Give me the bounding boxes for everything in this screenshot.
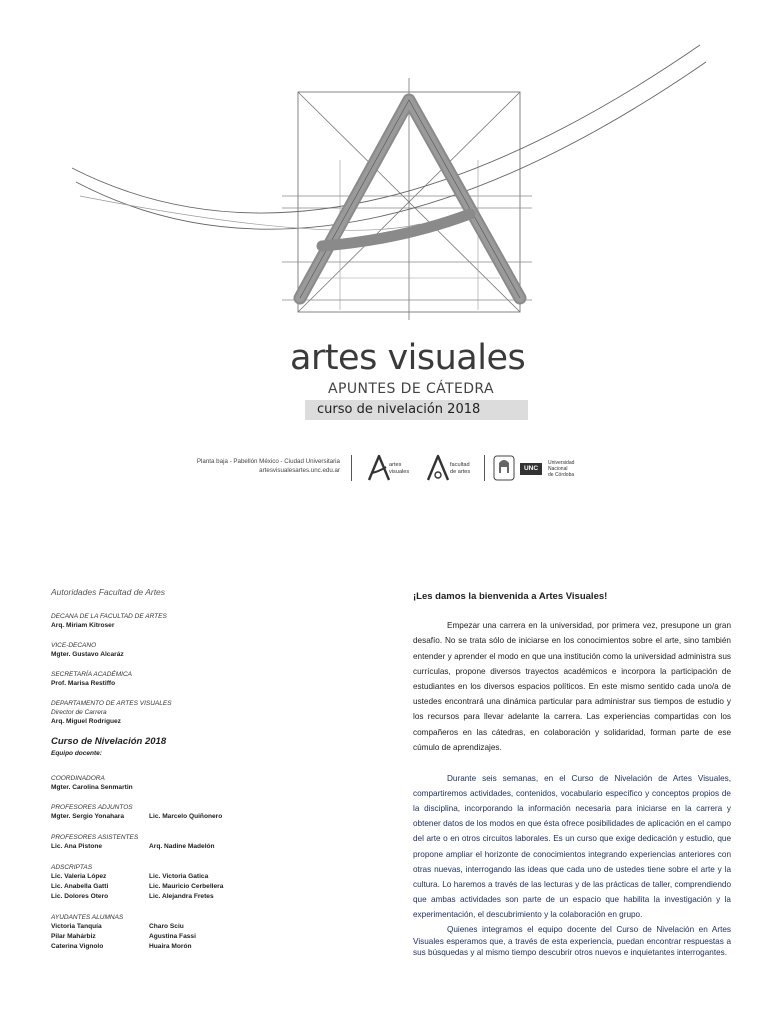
person-name: Lic. Dolores Otero bbox=[51, 893, 109, 900]
name-row bbox=[51, 872, 261, 882]
person-name: Lic. Alejandra Fretes bbox=[149, 893, 214, 900]
role-label: VICE-DECANO bbox=[51, 642, 97, 649]
facultad-de-artes-logo-icon bbox=[425, 453, 451, 483]
logo-line: de Córdoba bbox=[548, 471, 575, 478]
welcome-paragraph: Durante seis semanas, en el Curso de Nivelación de Artes Visuales, compartiremos actividades, contenidos, vocabulario específico y conceptos propios de la disciplina, incorporando la información necesaria para iniciarse en la carrera y obtener datos de los modos en que ésta ofrece posibilidades de aplicación en el campo del arte o en otros circuitos laborales. Es un curso que exige dedicación y estudio, que propone ampliar el horizonte de conocimientos integrando experiencias anteriores con otras nuevas, interrogando las ideas que cada uno de ustedes tiene sobre el arte y la cultura. Lo haremos a través de las lecturas y de las prácticas de taller, comprendiendo que ambas actividades son parte de un espacio que habilita la investigación y la experimentación, el descubrimiento y la colaboración en grupo. bbox=[413, 774, 731, 919]
adscriptas-group bbox=[51, 863, 261, 902]
subrole-label: Director de Carrera bbox=[51, 709, 107, 716]
person-name: Arq. Nadine Madelón bbox=[149, 843, 215, 850]
team-label: Equipo docente: bbox=[51, 750, 102, 757]
person-name: Pilar Mahárbiz bbox=[51, 933, 96, 940]
role-label: COORDINADORA bbox=[51, 775, 105, 782]
coordinator-group bbox=[51, 774, 261, 792]
person-name: Arq. Miriam Kitroser bbox=[51, 622, 115, 629]
course-banner: curso de nivelación 2018 bbox=[305, 400, 528, 420]
person-name: Caterina Vignolo bbox=[51, 943, 104, 950]
role-label: AYUDANTES ALUMNAS bbox=[51, 914, 124, 921]
welcome-paragraph: Quienes integramos el equipo docente del Curso de Nivelación en Artes Visuales esperamos que, a través de esta experiencia, puedan encontrar respuestas a sus búsquedas y al mismo tiempo descubrir otros nuevos e inquietantes interrogantes. bbox=[413, 924, 731, 958]
authority-department bbox=[51, 699, 261, 726]
person-name: Mgter. Gustavo Alcaráz bbox=[51, 651, 124, 658]
name-row bbox=[51, 942, 261, 952]
person-name: Mgter. Sergio Yonahara bbox=[51, 813, 125, 820]
person-name: Charo Sciu bbox=[149, 923, 184, 930]
address bbox=[197, 458, 340, 475]
logo-line: Nacional bbox=[548, 465, 568, 472]
role-label: PROFESORES ADJUNTOS bbox=[51, 804, 133, 811]
welcome-column bbox=[413, 589, 731, 959]
person-name: Lic. Valeria López bbox=[51, 873, 107, 880]
person-name: Victoria Tanquía bbox=[51, 923, 102, 930]
institutional-footer bbox=[190, 453, 590, 487]
person-name: Lic. Marcelo Quiñonero bbox=[149, 813, 223, 820]
name-row bbox=[51, 932, 261, 942]
address-line: Planta baja - Pabellón México - Ciudad Universitaria bbox=[196, 458, 340, 465]
person-name: Arq. Miguel Rodríguez bbox=[51, 718, 121, 725]
role-label: PROFESORES ASISTENTES bbox=[51, 834, 139, 841]
logo-line: de artes bbox=[450, 468, 471, 475]
name-row bbox=[51, 812, 261, 822]
person-name: Lic. Mauricio Cerbellera bbox=[149, 883, 224, 890]
university-seal-icon bbox=[492, 453, 516, 483]
name-row bbox=[51, 842, 261, 852]
person-name: Lic. Victoria Gatica bbox=[149, 873, 209, 880]
adjuntos-group bbox=[51, 803, 261, 822]
cover-title-block bbox=[290, 336, 530, 420]
name-row bbox=[51, 892, 261, 902]
name-row bbox=[51, 882, 261, 892]
artes-visuales-logo-text bbox=[389, 462, 409, 475]
person-name: Prof. Marisa Restiffo bbox=[51, 680, 116, 687]
role-label: DECANA DE LA FACULTAD DE ARTES bbox=[51, 613, 167, 620]
name-row bbox=[51, 922, 261, 932]
person-name: Agustina Fassi bbox=[149, 933, 196, 940]
website-link[interactable]: artesvisualesartes.unc.edu.ar bbox=[259, 466, 340, 474]
authorities-column bbox=[51, 588, 261, 963]
authority-vice-dean bbox=[51, 641, 261, 659]
role-label: DEPARTAMENTO DE ARTES VISUALES bbox=[51, 700, 172, 707]
logo-line: Universidad bbox=[548, 460, 575, 466]
logo-line: facultad bbox=[450, 462, 470, 468]
unc-logo-badge: UNC bbox=[520, 463, 542, 475]
course-title: Curso de Nivelación 2018 bbox=[51, 736, 167, 747]
person-name: Mgter. Carolina Senmartin bbox=[51, 784, 133, 791]
divider bbox=[351, 455, 352, 481]
ayudantes-group bbox=[51, 913, 261, 952]
authority-dean bbox=[51, 612, 261, 630]
facultad-de-artes-logo-text bbox=[450, 462, 470, 475]
welcome-heading: ¡Les damos la bienvenida a Artes Visuales! bbox=[413, 591, 608, 602]
role-label: ADSCRIPTAS bbox=[51, 864, 93, 871]
asistentes-group bbox=[51, 833, 261, 852]
person-name: Lic. Ana Pistone bbox=[51, 843, 103, 850]
person-name: Huaira Morón bbox=[149, 943, 192, 950]
person-name: Lic. Anabella Gatti bbox=[51, 883, 109, 890]
logo-line: artes bbox=[389, 462, 402, 468]
authorities-heading: Autoridades Facultad de Artes bbox=[51, 587, 166, 597]
unc-logo-text bbox=[548, 461, 574, 478]
logo-line: visuales bbox=[389, 468, 410, 475]
cover-title: artes visuales bbox=[290, 338, 526, 378]
role-label: SECRETARÍA ACADÉMICA bbox=[51, 671, 133, 678]
cover-subtitle: APUNTES DE CÁTEDRA bbox=[328, 381, 494, 397]
welcome-paragraph: Empezar una carrera en la universidad, por primera vez, presupone un gran desafío. No se trata sólo de iniciarse en los conocimientos sobre el arte, sino también entender y aprender el modo en que una institución como la universidad administra sus currículas, propone diversos trayectos académicos e incorpora la participación de estudiantes en los diversos espacios políticos. En este mismo sentido cada uno/a de ustedes encontrará una dinámica particular para administrar sus tiempos de estudio y los recursos para llevar adelante la carrera. Las experiencias compartidas con los compañeros en las cátedras, en colaboración y solidaridad, forman parte de ese cúmulo de aprendizajes. bbox=[413, 621, 731, 752]
authority-secretary bbox=[51, 670, 261, 688]
divider bbox=[484, 455, 485, 481]
